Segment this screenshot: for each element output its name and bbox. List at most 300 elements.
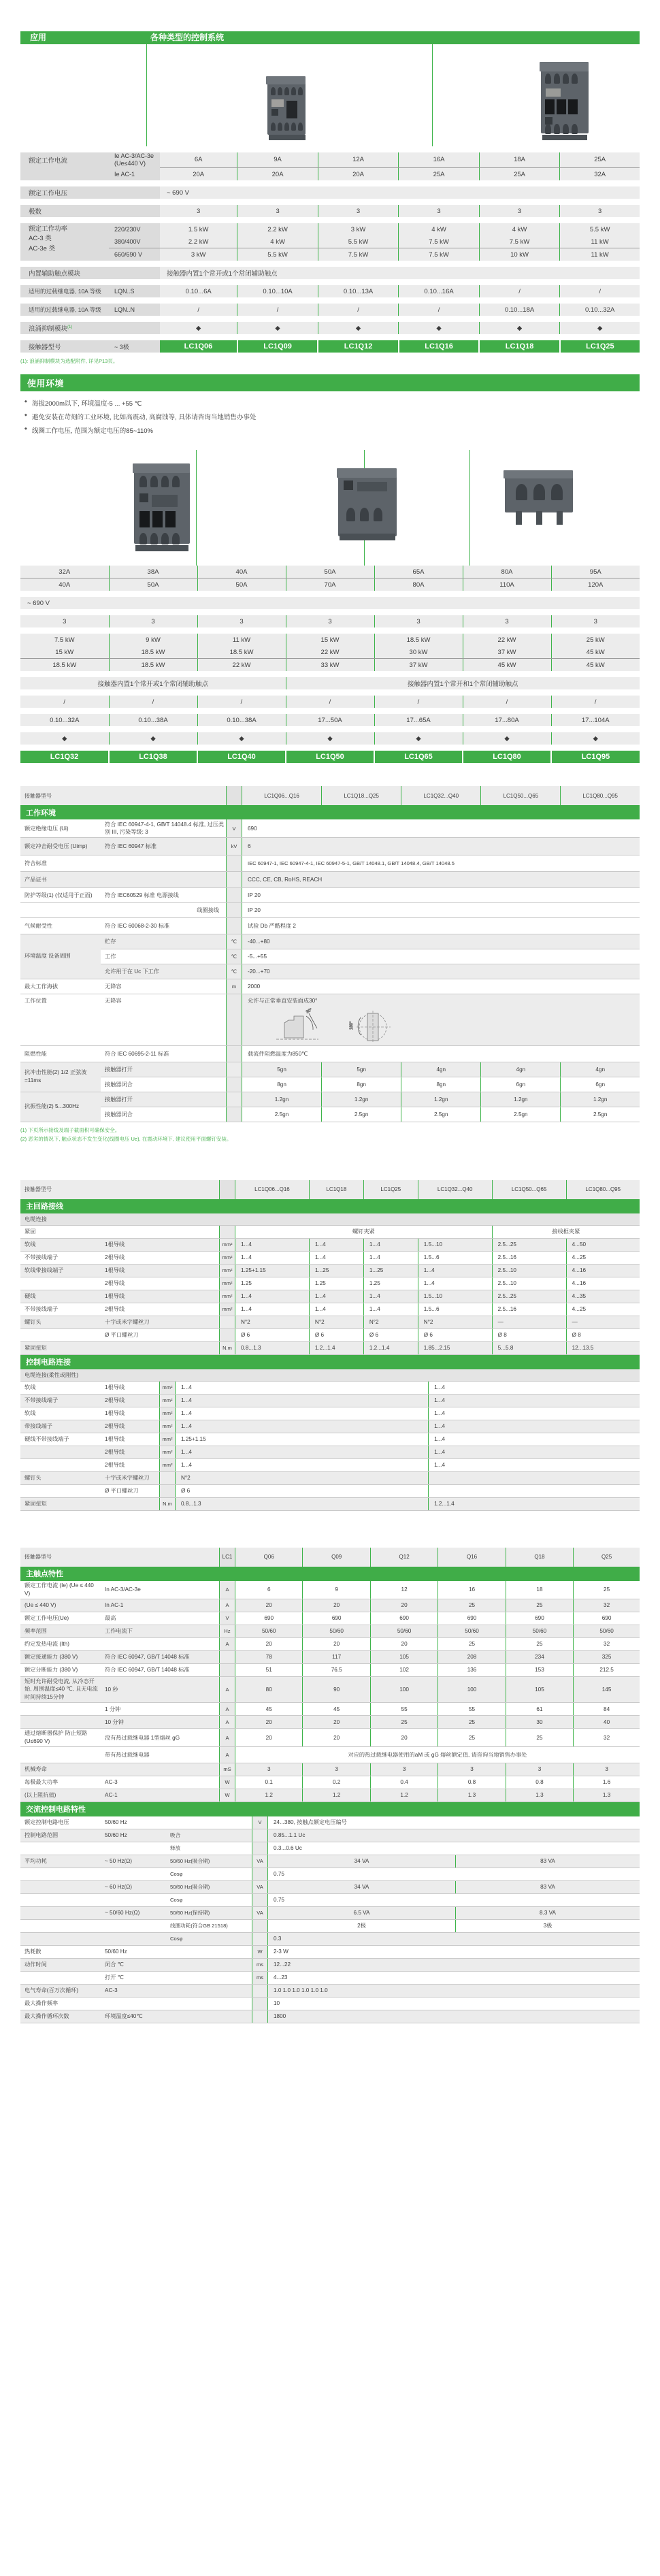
cell: 1...4 — [309, 1238, 363, 1251]
cell: 55 — [370, 1703, 438, 1716]
cell: 55 — [438, 1703, 506, 1716]
cell: 1.5...6 — [418, 1251, 492, 1264]
row-unit — [227, 1045, 242, 1062]
table-row — [20, 1277, 640, 1290]
table-row — [20, 714, 640, 726]
cell: ◆ — [560, 322, 640, 334]
cell: 2.5gn — [322, 1107, 401, 1122]
cell: 3 — [160, 205, 237, 217]
row-sublabel: 允许用于在 Uc 下工作 — [101, 964, 227, 979]
cell: 12...22 — [268, 1958, 640, 1971]
cell: 20 — [303, 1637, 370, 1650]
row-note: 50/60 Hz(保持期) — [166, 1906, 252, 1919]
row-sublabel: AC-3 — [101, 1984, 166, 1997]
table-row — [20, 1829, 640, 1842]
cell: 70A — [286, 578, 374, 591]
row-sublabel: 10 秒 — [101, 1676, 220, 1703]
cell: / — [551, 696, 640, 708]
row-unit: mm² — [160, 1458, 176, 1471]
cell: 153 — [506, 1663, 573, 1676]
table-row — [20, 1663, 640, 1676]
row-label — [20, 1458, 101, 1471]
row-note — [166, 1984, 252, 1997]
row-unit — [227, 871, 242, 887]
row-label: 产品证书 — [20, 871, 101, 887]
model-cell[interactable]: LC1Q18 — [479, 340, 559, 353]
header-cell: LC1Q06...Q16 — [242, 786, 322, 805]
cell: 3 — [551, 615, 640, 627]
row-value: IEC 60947-1, IEC 60947-4-1, IEC 60947-5-1, GB/T 14048.1, GB/T 14048.4, GB/T 14048.5 — [242, 855, 640, 871]
cell: 2.5...10 — [492, 1264, 566, 1277]
cell: 1...4 — [235, 1251, 310, 1264]
row-unit: kV — [227, 837, 242, 855]
row-label: 短时允许耐受电流, 从冷态开始, 周围温度≤40 ℃, 且无电流时间持续15分钟 — [20, 1676, 101, 1703]
row-unit — [252, 2010, 268, 2023]
table-row — [20, 1446, 640, 1458]
row-label — [20, 1893, 101, 1906]
main-char-rows — [20, 1581, 640, 1747]
application-value: 各种类型的控制系统 — [150, 33, 225, 42]
cell: 51 — [235, 1663, 303, 1676]
cell: 2.5...10 — [492, 1277, 566, 1290]
cell: 1.25 — [309, 1277, 363, 1290]
cell: 3 — [303, 1763, 370, 1776]
cell: 25 kW — [551, 634, 640, 646]
table-row — [20, 1290, 640, 1303]
mech-life-label: 机械寿命 — [20, 1763, 101, 1776]
cell: 50/60 — [370, 1625, 438, 1637]
table-header-row — [20, 1180, 640, 1199]
section-row — [20, 1567, 640, 1581]
cell: 690 — [506, 1612, 573, 1625]
cell: 2.5...16 — [492, 1303, 566, 1316]
row-label: 额定工作电压(Ue) — [20, 1612, 101, 1625]
row-sublabel: Ø 平口螺丝刀 — [101, 1328, 220, 1341]
cell: 2-3 W — [268, 1945, 640, 1958]
table-row — [20, 1225, 640, 1238]
table-row — [20, 917, 640, 934]
cell: 3 — [479, 205, 559, 217]
row-sublabel: 符合 IEC 60947, GB/T 14048 标准 — [101, 1663, 220, 1676]
row-label — [20, 1906, 101, 1919]
header-cell: LC1Q25 — [363, 1180, 418, 1199]
row-sublabel: 符合 IEC 60947, GB/T 14048 标准 — [101, 1650, 220, 1663]
cell: 7.5 kW — [399, 248, 479, 261]
row-unit — [252, 1868, 268, 1880]
ac-control-table — [20, 1802, 640, 2023]
row-value: CCC, CE, CB, RoHS, REACH — [242, 871, 640, 887]
cell: 50/60 — [574, 1625, 640, 1637]
table-row — [20, 1062, 640, 1077]
cell: 7.5 kW — [20, 634, 109, 646]
cell: 10 kW — [479, 248, 559, 261]
row-label — [20, 1328, 101, 1341]
table-row — [20, 1932, 640, 1945]
cell: 3 — [399, 205, 479, 217]
cell: ◆ — [318, 322, 398, 334]
row-unit: A — [220, 1729, 235, 1747]
cell: 1.5...6 — [418, 1303, 492, 1316]
cell: 15 kW — [20, 646, 109, 659]
fuse-with-relay-value: 对应的热过载继电器使用的aM 或 gG 熔丝额定值, 请咨询当地销售办事处 — [235, 1746, 640, 1763]
section-row — [20, 1802, 640, 1816]
row-note: 50/60 Hz(吸合期) — [166, 1855, 252, 1868]
cell: 3 — [560, 205, 640, 217]
row-note: 线圈功耗(符合GB 21518) — [166, 1919, 252, 1932]
cell: 9 kW — [109, 634, 197, 646]
cell: 1.2gn — [322, 1092, 401, 1107]
row-sublabel: 1根导线 — [101, 1433, 160, 1446]
ie-ac3-label: Ie AC-3/AC-3e — [114, 152, 154, 159]
row-unit: ℃ — [227, 964, 242, 979]
table-row — [20, 1919, 640, 1932]
table-row — [20, 1945, 640, 1958]
cell: 7.5 kW — [479, 235, 559, 248]
row-unit: A — [220, 1746, 235, 1763]
table-row — [20, 696, 640, 708]
rated-voltage-value-2: ~ 690 V — [20, 597, 640, 609]
row-unit — [220, 1316, 235, 1328]
cell: 4gn — [401, 1062, 481, 1077]
row-label: 不带接线端子 — [20, 1303, 101, 1316]
cell: ◆ — [479, 322, 559, 334]
cell: 20 — [235, 1599, 303, 1612]
row-unit: ms — [252, 1971, 268, 1984]
cell: 1...4 — [235, 1290, 310, 1303]
table-row — [20, 1458, 640, 1471]
cell: 20 — [235, 1729, 303, 1747]
cell: 20 — [370, 1637, 438, 1650]
model-cell[interactable]: LC1Q06 — [160, 340, 237, 353]
row-unit — [252, 1932, 268, 1945]
cell: 100 — [370, 1676, 438, 1703]
cell: 3 — [20, 615, 109, 627]
cell: 40 — [574, 1716, 640, 1729]
cell: 0.3...0.6 Uc — [268, 1842, 640, 1855]
cell: ◆ — [197, 732, 286, 745]
ac3-class-label: AC-3 类 — [29, 235, 52, 243]
row-sublabel: 2根导线 — [101, 1251, 220, 1264]
cell: / — [237, 304, 318, 316]
cell: 4 kW — [479, 223, 559, 235]
header-model-label: 接触器型号 — [20, 1180, 101, 1199]
table-row — [20, 819, 640, 837]
table-row — [20, 1407, 640, 1420]
cell: 1...4 — [176, 1446, 429, 1458]
table-row — [20, 578, 640, 591]
main-wiring-table — [20, 1180, 640, 1355]
row-label: 紧固扭矩 — [20, 1497, 101, 1510]
table-row — [20, 1971, 640, 1984]
aux-contact-value: 接触器内置1个常开或1个常闭辅助触点 — [160, 267, 640, 279]
row-label: 最大工作海拔 — [20, 979, 101, 994]
cell: 7.5 kW — [399, 235, 479, 248]
row-sublabel: 工作 — [101, 949, 227, 964]
row-label: 符合标准 — [20, 855, 101, 871]
cell: 1.2 — [303, 1789, 370, 1801]
cell: 1...4 — [176, 1420, 429, 1433]
cell: 25 — [506, 1637, 573, 1650]
cell: 4gn — [561, 1062, 640, 1077]
row-sublabel: 闭合 ℃ — [101, 1958, 166, 1971]
row-label: 电气寿命(百万次循环) — [20, 1984, 101, 1997]
table-row — [20, 1471, 640, 1484]
voltage-220: 220/230V — [109, 223, 160, 235]
cell: 5.5 kW — [318, 235, 398, 248]
row-label: 硬线 — [20, 1290, 101, 1303]
table-row — [20, 1716, 640, 1729]
row-label: 额定控制电路电压 — [20, 1816, 101, 1829]
aux-contact-left: 接触器内置1个常开或1个常闭辅助触点 — [20, 677, 286, 689]
row-sublabel: 1根导线 — [101, 1381, 160, 1394]
row-sublabel: 2根导线 — [101, 1446, 160, 1458]
cell: 95A — [551, 566, 640, 578]
cell: ◆ — [286, 732, 374, 745]
cell: 0.10...32A — [560, 304, 640, 316]
row-label: 软线 — [20, 1381, 101, 1394]
cell: 10 — [268, 1997, 640, 2010]
row-sublabel: 无降容 — [105, 998, 122, 1004]
cell: / — [109, 696, 197, 708]
row-label: 软线带接线端子 — [20, 1264, 101, 1277]
table-row — [20, 751, 640, 763]
cell: 1...25 — [363, 1264, 418, 1277]
cell: 25 — [438, 1729, 506, 1747]
model-cell[interactable]: LC1Q12 — [318, 340, 398, 353]
row-label — [20, 1703, 101, 1716]
table-row — [20, 1776, 640, 1789]
row-unit — [227, 917, 242, 934]
contactor-image-medium — [534, 59, 599, 144]
row-label: 软线 — [20, 1238, 101, 1251]
cell: 2.2 kW — [160, 235, 237, 248]
poles-3: ~ 3极 — [109, 340, 160, 353]
row-label: 控制电路范围 — [20, 1829, 101, 1842]
row-label: 不带接线端子 — [20, 1251, 101, 1264]
cell: 2.2 kW — [237, 223, 318, 235]
cell: 6gn — [481, 1077, 561, 1092]
cell: — — [566, 1316, 640, 1328]
cell: 25 — [574, 1581, 640, 1599]
table-row — [20, 566, 640, 578]
cell: 50/60 — [506, 1625, 573, 1637]
row-sublabel: 1 分钟 — [101, 1703, 220, 1716]
cell: 1...4 — [363, 1303, 418, 1316]
row-label — [20, 1277, 101, 1290]
cell: 18.5 kW — [109, 646, 197, 659]
row-unit: W — [252, 1945, 268, 1958]
contactor-image-q80 — [497, 469, 585, 537]
cell: 1...4 — [176, 1458, 429, 1471]
row-unit: mm² — [160, 1394, 176, 1407]
row-label — [20, 1842, 101, 1855]
cell: / — [560, 285, 640, 297]
cell: 1.0 1.0 1.0 1.0 1.0 1.0 — [268, 1984, 640, 1997]
cell: 4...25 — [566, 1303, 640, 1316]
cell: 208 — [438, 1650, 506, 1663]
model-cell[interactable]: LC1Q50 — [286, 751, 374, 763]
cell: 1.2...1.4 — [309, 1341, 363, 1354]
product-image-band-2 — [20, 450, 640, 566]
model-cell[interactable]: LC1Q32 — [20, 751, 109, 763]
cell: 32A — [560, 168, 640, 181]
model-cell[interactable]: LC1Q40 — [197, 751, 286, 763]
cell: 3 — [574, 1763, 640, 1776]
cell: 15 kW — [286, 634, 374, 646]
cell: 22 kW — [286, 646, 374, 659]
cell: 45 kW — [551, 646, 640, 659]
cell: 12 — [370, 1581, 438, 1599]
cell: / — [20, 696, 109, 708]
cell — [429, 1484, 640, 1497]
cell: 0.8...1.3 — [235, 1341, 310, 1354]
row-unit: mm² — [160, 1407, 176, 1420]
row-sublabel: 50/60 Hz — [101, 1816, 166, 1829]
row-value: IP 20 — [242, 902, 640, 917]
row-unit — [227, 887, 242, 902]
row-sublabel: In AC-3/AC-3e — [101, 1581, 220, 1599]
cell: 102 — [370, 1663, 438, 1676]
table-row — [20, 597, 640, 609]
row-sublabel: ~ 50 Hz(Ω) — [101, 1855, 166, 1868]
header-cell: LC1Q32...Q40 — [418, 1180, 492, 1199]
cell: 212.5 — [574, 1663, 640, 1676]
cell: 1...25 — [309, 1264, 363, 1277]
cell: — — [492, 1316, 566, 1328]
cell: 2.5gn — [401, 1107, 481, 1122]
row-sublabel — [101, 1842, 166, 1855]
cell: 18.5 kW — [374, 634, 463, 646]
row-sublabel: 符合 IEC 60068-2-30 标准 — [101, 917, 227, 934]
row-unit: mm² — [220, 1238, 235, 1251]
row-sublabel: In AC-1 — [101, 1599, 220, 1612]
table-row — [20, 1746, 640, 1763]
cell: 1...4 — [363, 1251, 418, 1264]
row-sublabel: AC-1 — [101, 1789, 220, 1801]
model-cell[interactable]: LC1Q09 — [237, 340, 318, 353]
row-sublabel: 2根导线 — [101, 1420, 160, 1433]
table-row — [20, 1868, 640, 1880]
cell: ◆ — [374, 732, 463, 745]
table-row — [20, 1855, 640, 1868]
cell: 20 — [303, 1729, 370, 1747]
row-unit: N.m — [160, 1497, 176, 1510]
model-cell[interactable]: LC1Q25 — [560, 340, 640, 353]
model-cell[interactable]: LC1Q16 — [399, 340, 479, 353]
table-row — [20, 1906, 640, 1919]
relay-s-code: LQN..S — [109, 285, 160, 297]
row-note — [166, 1945, 252, 1958]
cell: 20A — [237, 168, 318, 181]
cell: 1...4 — [429, 1446, 640, 1458]
row-sublabel: 环境温度≤40℃ — [101, 2010, 166, 2023]
cell: 3 — [109, 615, 197, 627]
model-cell[interactable]: LC1Q95 — [551, 751, 640, 763]
table-row — [20, 1251, 640, 1264]
cell: 4...35 — [566, 1290, 640, 1303]
cell: 1.85...2.15 — [418, 1341, 492, 1354]
cell: 3 — [197, 615, 286, 627]
cell: Ø 6 — [363, 1328, 418, 1341]
table-row — [20, 1045, 640, 1062]
subsection-row — [20, 1369, 640, 1382]
header-model-label: 接触器型号 — [20, 786, 101, 805]
cell: 3 — [318, 205, 398, 217]
cell: ◆ — [20, 732, 109, 745]
row-label — [20, 1484, 101, 1497]
cell: 690 — [370, 1612, 438, 1625]
row-sublabel: 十字或米字螺丝刀 — [101, 1471, 160, 1484]
cell: 2.5gn — [481, 1107, 561, 1122]
ie-ac3-voltage: (Ue≤440 V) — [114, 160, 146, 167]
cell: 1.2gn — [401, 1092, 481, 1107]
main-wiring-rows — [20, 1238, 640, 1354]
table-header-row — [20, 786, 640, 805]
row-unit: A — [220, 1703, 235, 1716]
cell: ◆ — [551, 732, 640, 745]
cell: 65A — [374, 566, 463, 578]
cell: 690 — [574, 1612, 640, 1625]
cell: 1.25+1.15 — [176, 1433, 429, 1446]
section-row — [20, 805, 640, 819]
cell: 0.8 — [438, 1776, 506, 1789]
cell: 0.2 — [303, 1776, 370, 1789]
model-cell[interactable]: LC1Q80 — [463, 751, 551, 763]
cell: 90 — [303, 1676, 370, 1703]
cell: 16 — [438, 1581, 506, 1599]
cell: 2极 — [268, 1919, 456, 1932]
row-unit: mm² — [220, 1290, 235, 1303]
application-header — [20, 31, 640, 44]
row-label — [20, 1446, 101, 1458]
cell: 2.5...16 — [492, 1251, 566, 1264]
cell: 0.10...6A — [160, 285, 237, 297]
row-label — [20, 1932, 101, 1945]
row-label: 约定发热电流 (Ith) — [20, 1637, 101, 1650]
header-cell: LC1Q18...Q25 — [322, 786, 401, 805]
cell: 25 — [370, 1716, 438, 1729]
work-env-footnote-2: (2) 恶劣的情况下, 触点状态不发生变化(线圈电压 Ue), 在震动环境下, 建议使用平面螺钉安装。 — [20, 1135, 232, 1142]
row-sublabel — [101, 1497, 160, 1510]
control-wiring-table — [20, 1355, 640, 1511]
cell: 1.2gn — [481, 1092, 561, 1107]
cell: 2.5gn — [242, 1107, 322, 1122]
table-row — [20, 964, 640, 979]
ac-ctrl-rows — [20, 1816, 640, 2023]
cell: 1...4 — [176, 1381, 429, 1394]
cell: 0.8...1.3 — [176, 1497, 429, 1510]
table-row — [20, 1612, 640, 1625]
cell: 105 — [370, 1650, 438, 1663]
cell: 0.10...32A — [20, 714, 109, 726]
table-row — [20, 732, 640, 745]
row-unit: N.m — [220, 1341, 235, 1354]
model-cell[interactable]: LC1Q38 — [109, 751, 197, 763]
cell: Ø 8 — [566, 1328, 640, 1341]
cell: ◆ — [109, 732, 197, 745]
ratings-table-2 — [20, 566, 640, 763]
row-note: Cosφ — [166, 1932, 252, 1945]
cell: 7.5 kW — [318, 248, 398, 261]
row-unit: mm² — [220, 1303, 235, 1316]
table-row — [20, 646, 640, 659]
header-cell: Q09 — [303, 1548, 370, 1567]
cell: 4...25 — [566, 1251, 640, 1264]
row-label — [20, 1919, 101, 1932]
row-label: 防护等级(1) (仅适用于正面) — [20, 887, 101, 902]
cell: 1.25 — [363, 1277, 418, 1290]
model-cell[interactable]: LC1Q65 — [374, 751, 463, 763]
